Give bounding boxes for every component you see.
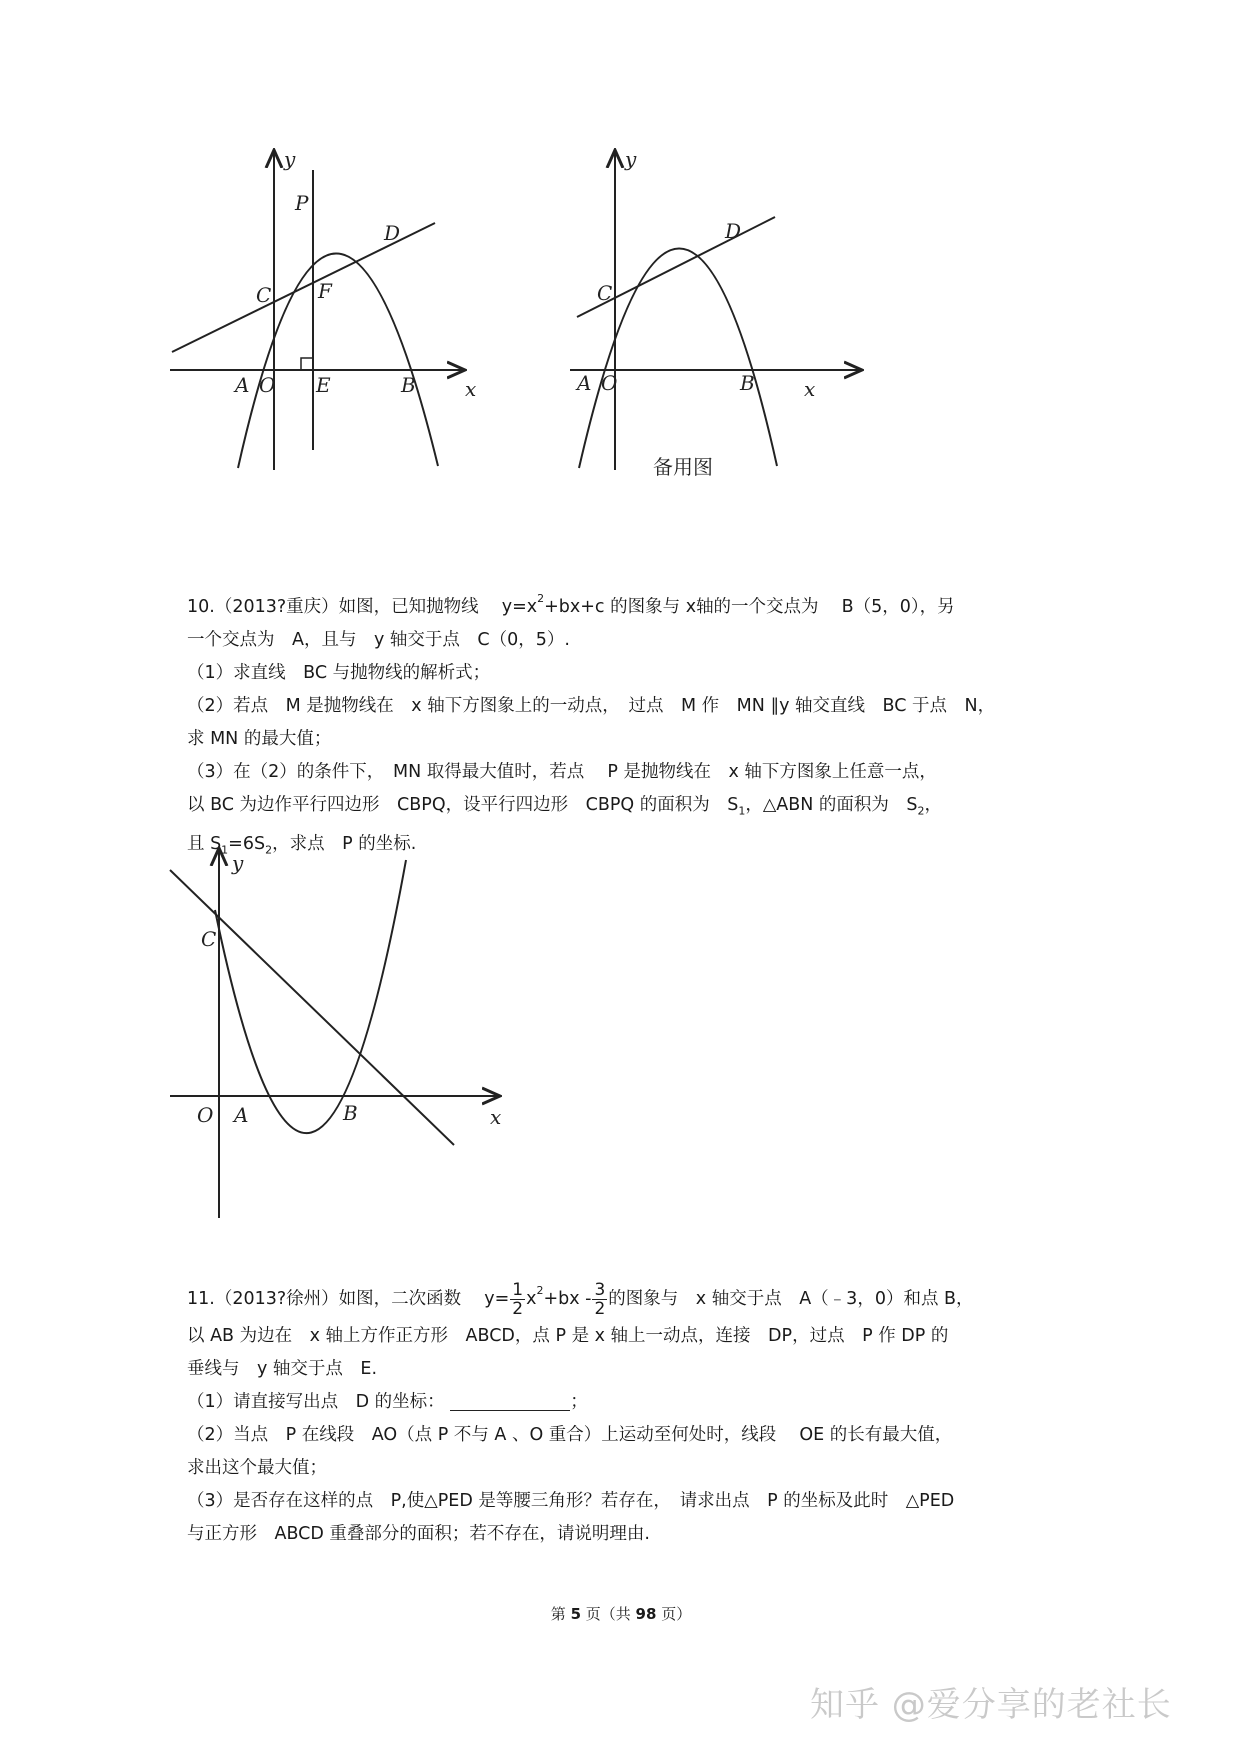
problem-11-line-3: 垂线与 y 轴交于点 E. [187, 1359, 378, 1379]
label-d: D [725, 219, 742, 243]
fraction-one-half: $\frac{1}{2}$ [512, 1279, 524, 1319]
problem-11-question-2a: （2）当点 P 在线段 AO（点 P 不与 A 、O 重合）上运动至何处时，线段 OE 的长有最大值， [187, 1425, 953, 1445]
label-o: O [601, 371, 618, 395]
label-c: C [201, 927, 217, 951]
label-x: x [804, 377, 816, 401]
label-o: O [259, 373, 276, 397]
label-d: D [384, 221, 401, 245]
problem-11-question-1: （1）请直接写出点 D 的坐标： ； [187, 1392, 588, 1412]
label-x: x [490, 1105, 502, 1129]
label-y: y [284, 147, 296, 171]
label-a: A [234, 1103, 249, 1127]
figure-2 [560, 140, 900, 540]
page-footer: 第 5 页（共 98 页） [550, 1605, 692, 1623]
label-c: C [256, 283, 272, 307]
label-a: A [577, 371, 592, 395]
answer-blank [450, 1392, 570, 1411]
label-e: E [316, 373, 331, 397]
label-p: P [295, 191, 309, 215]
figure-3-svg [160, 840, 520, 1240]
problem-11-line-2: 以 AB 为边在 x 轴上方作正方形 ABCD，点 P 是 x 轴上一动点，连接 DP，过点 P 作 DP 的 [187, 1326, 949, 1346]
problem-10-question-3a: （3）在（2）的条件下， MN 取得最大值时，若点 P 是抛物线在 x 轴下方图象上任意一点， [187, 762, 937, 782]
problem-10-question-3b: 以 BC 为边作平行四边形 CBPQ，设平行四边形 CBPQ 的面积为 $S_1$，△ABN 的面积为 $S_2$， [187, 795, 943, 818]
label-b: B [401, 373, 416, 397]
label-f: F [318, 279, 332, 303]
problem-10 [187, 582, 1057, 866]
parabola [215, 860, 406, 1133]
problem-11-question-2b: 求出这个最大值； [187, 1458, 327, 1478]
problem-10-question-1: （1）求直线 BC 与抛物线的解析式； [187, 663, 491, 683]
problem-10-question-3c: 且 $S_1=6S_2$，求点 P 的坐标. [187, 833, 417, 856]
figure-2-svg [560, 140, 900, 540]
problem-10-line-1: 10.（2013?重庆）如图，已知抛物线 $y=x^2+bx+c$ 的图象与 x轴的一个交点为 B（5，0），另 [187, 592, 955, 617]
problem-10-question-2b: 求 MN 的最大值； [187, 729, 332, 749]
label-y: y [232, 851, 244, 875]
problem-11-question-3a: （3）是否存在这样的点 P,使△PED 是等腰三角形？若存在， 请求出点 P 的坐标及此时 △PED [187, 1491, 955, 1511]
fraction-three-halves: $\frac{3}{2}$ [594, 1279, 606, 1319]
watermark: 知乎 @爱分享的老社长 [810, 1685, 1172, 1725]
label-o: O [197, 1103, 214, 1127]
label-y: y [625, 147, 637, 171]
problem-11-line-1: 11.（2013?徐州）如图，二次函数 y= $\frac{1}{2}$ $x^2+bx$ - $\frac{3}{2}$ 的图象与 x 轴交于点 A（﹣3，0）和点 B， [187, 1279, 974, 1319]
problem-10-question-2a: （2）若点 M 是抛物线在 x 轴下方图象上的一动点， 过点 M 作 MN ∥y 轴交直线 BC 于点 N， [187, 696, 996, 716]
right-angle-mark [301, 358, 313, 370]
label-x: x [465, 377, 477, 401]
figure-caption: 备用图 [653, 455, 713, 479]
figure-1 [160, 140, 500, 480]
label-c: C [597, 281, 613, 305]
figure-1-svg [160, 140, 500, 480]
figure-3 [160, 840, 520, 1240]
label-a: A [235, 373, 250, 397]
problem-11 [187, 1270, 1057, 1551]
label-b: B [740, 371, 755, 395]
label-b: B [343, 1101, 358, 1125]
problem-11-question-3b: 与正方形 ABCD 重叠部分的面积；若不存在，请说明理由. [187, 1524, 650, 1544]
problem-10-line-2: 一个交点为 A，且与 y 轴交于点 C（0，5）. [187, 630, 570, 650]
